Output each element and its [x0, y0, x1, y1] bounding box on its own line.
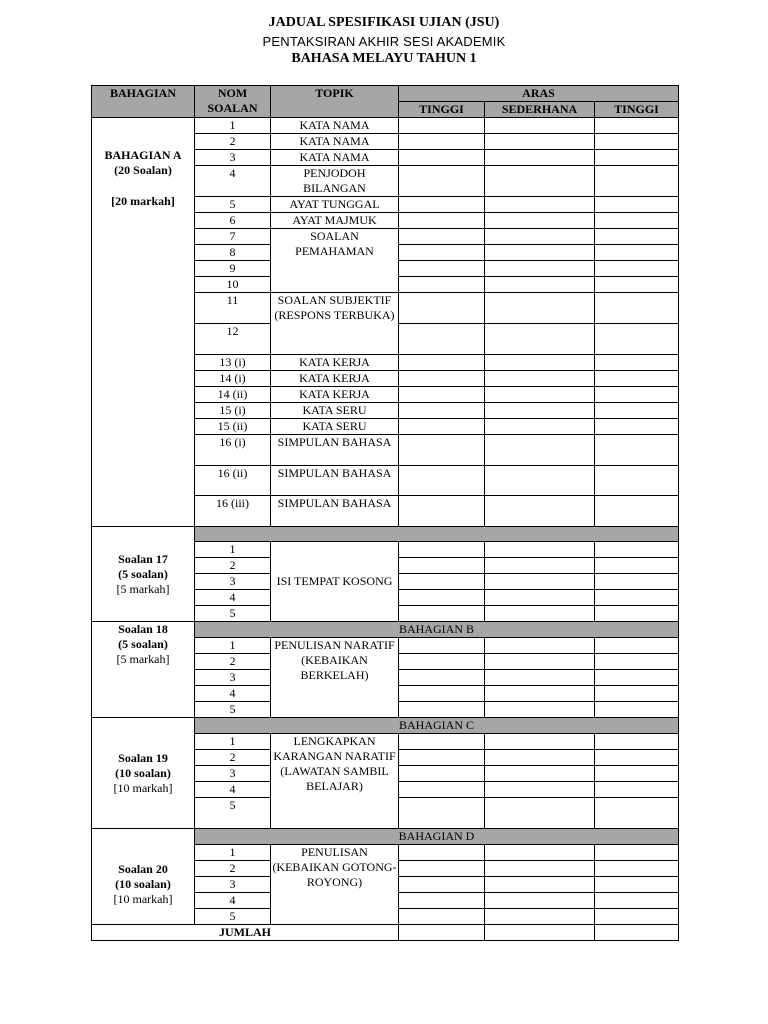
level-cell — [485, 893, 595, 909]
question-number: 14 (ii) — [195, 387, 271, 403]
level-cell — [399, 670, 485, 686]
question-number: 15 (i) — [195, 403, 271, 419]
question-number: 2 — [195, 558, 271, 574]
jsu-table — [91, 85, 679, 941]
topic-soalan-subjektif: SOALAN SUBJEKTIF (RESPONS TERBUKA) — [271, 293, 399, 355]
level-cell — [595, 355, 679, 371]
question-number: 11 — [195, 293, 271, 324]
document-subtitle: PENTAKSIRAN AKHIR SESI AKADEMIK — [262, 34, 506, 49]
band-row — [92, 718, 679, 734]
question-number: 10 — [195, 277, 271, 293]
level-cell — [399, 496, 485, 527]
section-marks: [10 markah] — [113, 892, 173, 906]
level-cell — [595, 750, 679, 766]
question-number: 2 — [195, 861, 271, 877]
band-blank — [195, 527, 679, 542]
level-cell — [399, 893, 485, 909]
level-cell — [399, 277, 485, 293]
section-count: (10 soalan) — [115, 877, 171, 891]
question-number: 5 — [195, 702, 271, 718]
level-cell — [595, 466, 679, 496]
question-number: 2 — [195, 654, 271, 670]
topic-cell: KATA NAMA — [271, 150, 399, 166]
level-cell — [485, 293, 595, 324]
question-number: 5 — [195, 798, 271, 829]
level-cell — [485, 118, 595, 134]
level-cell — [485, 261, 595, 277]
level-cell — [595, 877, 679, 893]
header-aras: ARAS — [399, 86, 679, 102]
section-marks: [10 markah] — [113, 780, 173, 795]
topic-cell: KATA KERJA — [271, 355, 399, 371]
level-cell — [485, 766, 595, 782]
level-cell — [399, 387, 485, 403]
question-number: 1 — [195, 845, 271, 861]
level-cell — [485, 134, 595, 150]
level-cell — [485, 387, 595, 403]
section-count: (5 soalan) — [118, 637, 168, 651]
level-cell — [485, 734, 595, 750]
document-subject: BAHASA MELAYU TAHUN 1 — [291, 51, 477, 66]
question-number: 4 — [195, 782, 271, 798]
total-row — [92, 925, 679, 941]
section-cell-s17 — [92, 527, 195, 622]
level-cell — [399, 150, 485, 166]
level-cell — [399, 638, 485, 654]
section-label — [92, 552, 194, 597]
question-number: 3 — [195, 877, 271, 893]
topic-lengkapkan-karangan: LENGKAPKAN KARANGAN NARATIF (LAWATAN SAMBIL BELAJAR) — [271, 734, 399, 829]
level-cell — [595, 782, 679, 798]
header-row — [92, 86, 679, 102]
level-cell — [485, 590, 595, 606]
level-cell — [595, 925, 679, 941]
topic-soalan-pemahaman: SOALAN PEMAHAMAN — [271, 229, 399, 293]
question-number: 3 — [195, 670, 271, 686]
level-cell — [595, 197, 679, 213]
topic-cell: AYAT MAJMUK — [271, 213, 399, 229]
band-row — [92, 527, 679, 542]
question-number: 16 (iii) — [195, 496, 271, 527]
level-cell — [595, 606, 679, 622]
level-cell — [485, 324, 595, 355]
question-number: 9 — [195, 261, 271, 277]
level-cell — [595, 118, 679, 134]
level-cell — [595, 419, 679, 435]
band-bahagian-d: BAHAGIAN D — [195, 829, 679, 845]
section-cell-a — [92, 118, 195, 527]
topic-cell: KATA KERJA — [271, 387, 399, 403]
level-cell — [399, 558, 485, 574]
level-cell — [485, 435, 595, 466]
level-cell — [595, 245, 679, 261]
level-cell — [399, 750, 485, 766]
level-cell — [399, 877, 485, 893]
level-cell — [399, 925, 485, 941]
question-number: 4 — [195, 166, 271, 197]
question-number: 1 — [195, 638, 271, 654]
level-cell — [485, 798, 595, 829]
level-cell — [485, 355, 595, 371]
question-number: 6 — [195, 213, 271, 229]
question-number: 13 (i) — [195, 355, 271, 371]
level-cell — [485, 670, 595, 686]
table-row — [92, 118, 679, 134]
level-cell — [399, 435, 485, 466]
level-cell — [485, 638, 595, 654]
header-level-tinggi-2: TINGGI — [595, 102, 679, 118]
level-cell — [595, 686, 679, 702]
level-cell — [595, 766, 679, 782]
question-number: 16 (ii) — [195, 466, 271, 496]
level-cell — [595, 134, 679, 150]
level-cell — [399, 845, 485, 861]
level-cell — [399, 766, 485, 782]
level-cell — [399, 782, 485, 798]
header-level-tinggi: TINGGI — [399, 102, 485, 118]
level-cell — [595, 496, 679, 527]
topic-cell: KATA NAMA — [271, 134, 399, 150]
section-gap — [92, 178, 194, 194]
level-cell — [399, 371, 485, 387]
level-cell — [485, 558, 595, 574]
question-number: 3 — [195, 574, 271, 590]
level-cell — [485, 877, 595, 893]
question-number: 1 — [195, 734, 271, 750]
level-cell — [485, 466, 595, 496]
level-cell — [485, 750, 595, 766]
level-cell — [485, 277, 595, 293]
question-number: 5 — [195, 606, 271, 622]
topic-cell: SIMPULAN BAHASA — [271, 435, 399, 466]
document-title: JADUAL SPESIFIKASI UJIAN (JSU) — [268, 15, 500, 30]
level-cell — [595, 542, 679, 558]
topic-cell: SIMPULAN BAHASA — [271, 496, 399, 527]
section-cell-s19 — [92, 718, 195, 829]
band-bahagian-c: BAHAGIAN C — [195, 718, 679, 734]
level-cell — [399, 734, 485, 750]
level-cell — [485, 782, 595, 798]
level-cell — [399, 213, 485, 229]
level-cell — [399, 606, 485, 622]
question-number: 4 — [195, 893, 271, 909]
level-cell — [399, 861, 485, 877]
section-marks: [5 markah] — [116, 581, 170, 596]
level-cell — [399, 166, 485, 197]
question-number: 5 — [195, 909, 271, 925]
topic-cell: SIMPULAN BAHASA — [271, 466, 399, 496]
level-cell — [399, 118, 485, 134]
question-number: 14 (i) — [195, 371, 271, 387]
level-cell — [485, 702, 595, 718]
level-cell — [485, 654, 595, 670]
level-cell — [595, 229, 679, 245]
level-cell — [595, 845, 679, 861]
section-count: (10 soalan) — [115, 765, 171, 780]
level-cell — [485, 371, 595, 387]
header-soalan-line: SOALAN — [207, 101, 258, 115]
header-nom-line: NOM — [217, 86, 248, 100]
level-cell — [399, 702, 485, 718]
level-cell — [595, 909, 679, 925]
level-cell — [595, 861, 679, 877]
level-cell — [399, 134, 485, 150]
question-number: 4 — [195, 686, 271, 702]
question-number: 16 (i) — [195, 435, 271, 466]
question-number: 1 — [195, 542, 271, 558]
level-cell — [485, 845, 595, 861]
level-cell — [485, 574, 595, 590]
level-cell — [595, 558, 679, 574]
question-number: 2 — [195, 134, 271, 150]
topic-isi-tempat-kosong: ISI TEMPAT KOSONG — [271, 542, 399, 622]
level-cell — [595, 371, 679, 387]
question-number: 12 — [195, 324, 271, 355]
level-cell — [399, 229, 485, 245]
level-cell — [485, 686, 595, 702]
level-cell — [485, 197, 595, 213]
level-cell — [485, 496, 595, 527]
level-cell — [595, 403, 679, 419]
section-title: Soalan 18 — [118, 622, 168, 636]
question-number: 4 — [195, 590, 271, 606]
band-row — [92, 622, 679, 638]
level-cell — [399, 686, 485, 702]
level-cell — [595, 590, 679, 606]
topic-penulisan-naratif: PENULISAN NARATIF (KEBAIKAN BERKELAH) — [271, 638, 399, 718]
level-cell — [485, 229, 595, 245]
level-cell — [485, 925, 595, 941]
level-cell — [485, 606, 595, 622]
topic-cell: KATA NAMA — [271, 118, 399, 134]
level-cell — [595, 324, 679, 355]
level-cell — [399, 261, 485, 277]
level-cell — [485, 403, 595, 419]
question-number: 1 — [195, 118, 271, 134]
question-number: 8 — [195, 245, 271, 261]
level-cell — [595, 702, 679, 718]
header-bahagian: BAHAGIAN — [92, 86, 195, 118]
level-cell — [595, 638, 679, 654]
level-cell — [595, 387, 679, 403]
level-cell — [399, 245, 485, 261]
level-cell — [399, 355, 485, 371]
level-cell — [399, 542, 485, 558]
question-number: 15 (ii) — [195, 419, 271, 435]
level-cell — [595, 670, 679, 686]
header-topik: TOPIK — [271, 86, 399, 118]
section-title: Soalan 17 — [118, 551, 168, 566]
band-row — [92, 829, 679, 845]
level-cell — [485, 542, 595, 558]
level-cell — [399, 419, 485, 435]
level-cell — [595, 213, 679, 229]
question-number: 3 — [195, 150, 271, 166]
level-cell — [485, 245, 595, 261]
level-cell — [399, 798, 485, 829]
topic-cell: AYAT TUNGGAL — [271, 197, 399, 213]
level-cell — [485, 909, 595, 925]
level-cell — [595, 150, 679, 166]
band-bahagian-b: BAHAGIAN B — [195, 622, 679, 638]
level-cell — [595, 293, 679, 324]
level-cell — [485, 166, 595, 197]
section-cell-s18 — [92, 622, 195, 718]
section-title: BAHAGIAN A — [104, 148, 182, 162]
total-label: JUMLAH — [92, 925, 399, 941]
question-number: 5 — [195, 197, 271, 213]
level-cell — [485, 213, 595, 229]
topic-cell: PENJODOH BILANGAN — [271, 166, 399, 197]
level-cell — [399, 324, 485, 355]
question-number: 2 — [195, 750, 271, 766]
level-cell — [595, 277, 679, 293]
level-cell — [595, 261, 679, 277]
level-cell — [399, 590, 485, 606]
section-marks: [5 markah] — [116, 652, 170, 666]
level-cell — [595, 166, 679, 197]
section-title: Soalan 20 — [118, 862, 168, 876]
section-marks: [20 markah] — [111, 194, 175, 208]
section-title: Soalan 19 — [118, 750, 168, 765]
header-level-sederhana: SEDERHANA — [485, 102, 595, 118]
level-cell — [485, 861, 595, 877]
section-count: (20 Soalan) — [114, 163, 172, 177]
level-cell — [595, 798, 679, 829]
level-cell — [399, 197, 485, 213]
level-cell — [595, 734, 679, 750]
level-cell — [399, 654, 485, 670]
level-cell — [485, 150, 595, 166]
level-cell — [595, 654, 679, 670]
section-count: (5 soalan) — [118, 566, 168, 581]
level-cell — [399, 403, 485, 419]
header-nom-soalan — [195, 86, 271, 118]
section-cell-s20 — [92, 829, 195, 925]
level-cell — [485, 419, 595, 435]
level-cell — [595, 574, 679, 590]
level-cell — [399, 466, 485, 496]
topic-penulisan-kebaikan: PENULISAN (KEBAIKAN GOTONG-ROYONG) — [271, 845, 399, 925]
level-cell — [595, 893, 679, 909]
question-number: 3 — [195, 766, 271, 782]
section-label — [92, 118, 194, 209]
level-cell — [399, 574, 485, 590]
section-label — [92, 846, 194, 907]
topic-cell: KATA SERU — [271, 419, 399, 435]
level-cell — [595, 435, 679, 466]
topic-cell: KATA KERJA — [271, 371, 399, 387]
question-number: 7 — [195, 229, 271, 245]
level-cell — [399, 293, 485, 324]
topic-cell: KATA SERU — [271, 403, 399, 419]
level-cell — [399, 909, 485, 925]
